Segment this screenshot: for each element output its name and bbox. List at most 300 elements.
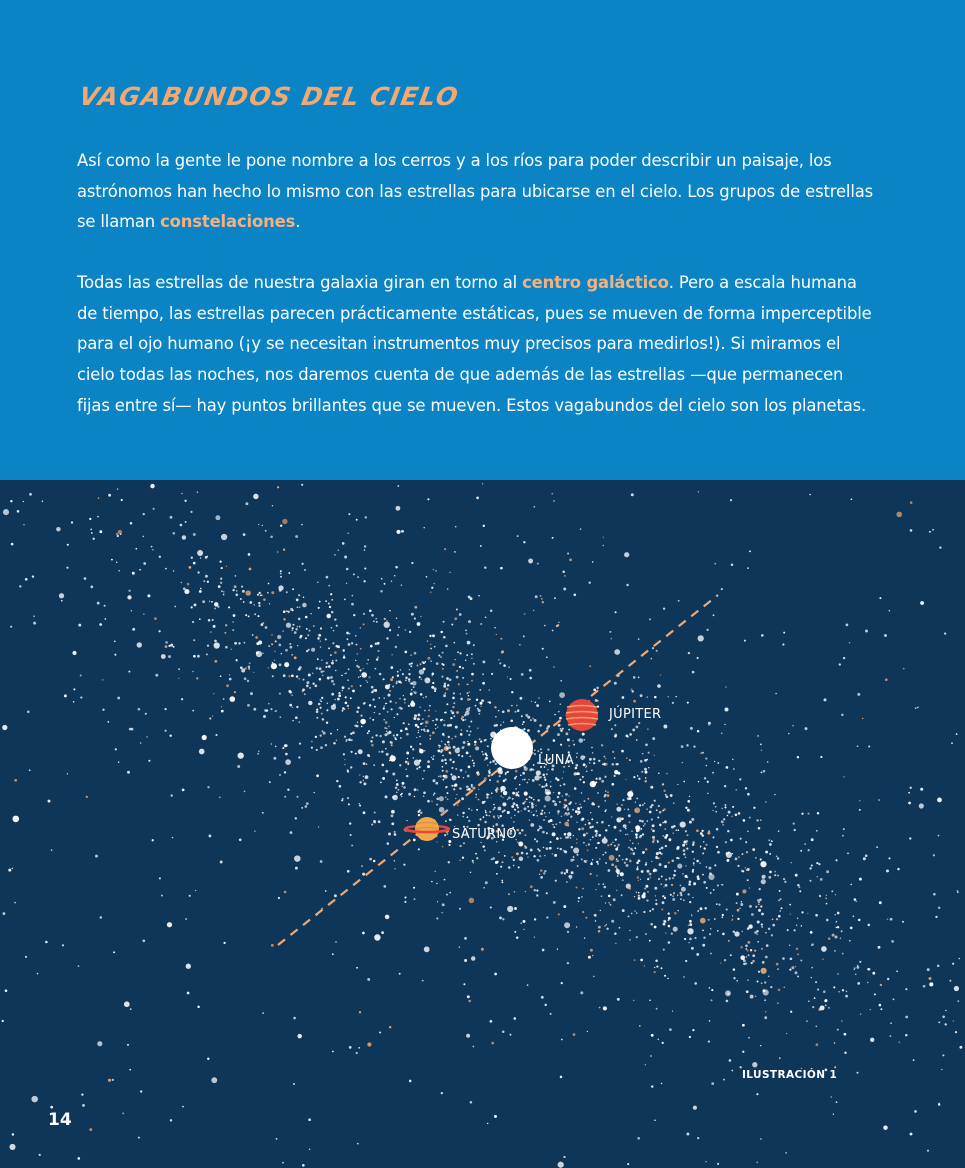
star	[510, 719, 513, 722]
star	[713, 889, 715, 891]
star	[767, 761, 768, 762]
star	[499, 775, 501, 777]
star	[390, 741, 392, 743]
star	[224, 632, 226, 634]
star	[560, 728, 562, 730]
star	[782, 957, 785, 960]
star	[630, 848, 633, 851]
star	[596, 875, 597, 876]
star	[682, 873, 684, 875]
star	[359, 781, 361, 783]
star	[296, 599, 299, 602]
star	[636, 936, 638, 938]
star	[432, 731, 435, 734]
star	[221, 710, 224, 713]
star	[733, 977, 735, 979]
star	[516, 705, 517, 706]
star	[494, 807, 496, 809]
star	[524, 613, 526, 615]
star	[611, 638, 612, 639]
star	[45, 941, 48, 944]
paragraph-text: . Pero a escala humana de tiempo, las estrellas parecen prácticamente estáticas, pues se mueven de forma imperceptible para el ojo humano (¡y se necesitan instrumentos muy precisos para medirlos!). Si miramos el cielo todas las noches, nos daremos cuenta de que además de las estrellas —que permanecen fijas entre sí— hay puntos brillantes que se mueven. Estos vagabundos del cielo son los planetas.	[77, 273, 872, 415]
star	[783, 878, 785, 880]
star	[482, 660, 485, 663]
star	[628, 821, 630, 823]
star	[439, 775, 442, 778]
star	[508, 866, 511, 869]
star	[941, 1069, 942, 1070]
star	[581, 792, 583, 794]
star	[688, 924, 690, 926]
star	[486, 814, 488, 816]
star	[468, 695, 469, 696]
star	[496, 780, 499, 783]
star	[859, 878, 862, 881]
star	[351, 739, 353, 741]
star	[420, 723, 422, 725]
star	[716, 828, 719, 831]
star	[291, 654, 292, 655]
star	[591, 818, 593, 820]
star	[637, 1137, 640, 1140]
star	[547, 725, 550, 728]
star	[659, 824, 661, 826]
star	[491, 1042, 494, 1045]
star	[587, 850, 589, 852]
star	[682, 844, 685, 847]
star	[488, 775, 490, 777]
night-sky-illustration	[0, 480, 965, 1168]
star	[633, 676, 636, 679]
star	[140, 1090, 142, 1092]
star	[524, 792, 528, 796]
star	[665, 879, 667, 881]
star	[913, 1059, 915, 1061]
star	[761, 948, 763, 950]
star	[567, 552, 569, 554]
star	[382, 764, 385, 767]
star	[585, 824, 587, 826]
star	[437, 749, 440, 752]
star	[642, 753, 644, 755]
star	[435, 710, 436, 711]
star	[511, 805, 514, 808]
star	[341, 799, 343, 801]
star	[358, 677, 359, 678]
star	[3, 509, 9, 515]
star	[629, 860, 632, 863]
star	[726, 859, 729, 862]
star	[621, 894, 623, 896]
star	[262, 652, 264, 654]
star	[687, 800, 690, 803]
star	[118, 570, 119, 571]
star	[778, 915, 781, 918]
star	[378, 820, 381, 823]
star	[367, 1042, 371, 1046]
star	[597, 705, 599, 707]
star	[330, 676, 333, 679]
star	[503, 664, 506, 667]
star	[638, 897, 641, 900]
star	[467, 775, 470, 778]
star	[700, 846, 702, 848]
star	[677, 864, 682, 869]
star	[240, 598, 242, 600]
star	[823, 990, 826, 993]
star	[248, 553, 251, 556]
star	[835, 936, 838, 939]
star	[296, 706, 298, 708]
star	[367, 682, 368, 683]
star	[408, 678, 411, 681]
star	[949, 980, 951, 982]
star	[711, 999, 713, 1001]
star	[776, 855, 778, 857]
star	[165, 568, 167, 570]
star	[686, 744, 688, 746]
star	[730, 839, 733, 842]
star	[557, 810, 560, 813]
star	[772, 924, 775, 927]
star	[717, 1163, 719, 1165]
star	[253, 672, 254, 673]
star	[567, 738, 570, 741]
star	[644, 965, 645, 966]
star	[124, 1001, 130, 1007]
star	[659, 863, 662, 866]
star	[656, 809, 658, 811]
star	[436, 917, 438, 919]
star	[549, 847, 552, 850]
star	[552, 824, 554, 826]
star	[454, 735, 456, 737]
star	[558, 813, 559, 814]
star	[234, 691, 236, 693]
star	[432, 634, 435, 637]
star	[462, 667, 464, 669]
star	[398, 707, 399, 708]
star	[728, 811, 731, 814]
star	[854, 898, 857, 901]
star	[394, 717, 395, 718]
star	[446, 786, 448, 788]
star	[407, 758, 408, 759]
star	[338, 694, 341, 697]
star	[666, 834, 669, 837]
star	[473, 762, 475, 764]
star	[344, 556, 347, 559]
star	[644, 803, 645, 804]
star	[264, 709, 267, 712]
star	[442, 846, 444, 848]
star	[736, 789, 737, 790]
star	[178, 678, 179, 679]
star	[749, 817, 751, 819]
star	[389, 690, 391, 692]
star	[752, 1062, 757, 1067]
star	[615, 848, 618, 851]
star	[452, 697, 455, 700]
star	[388, 833, 391, 836]
star	[560, 744, 562, 746]
star	[467, 741, 468, 742]
star	[470, 1101, 473, 1104]
star	[111, 559, 113, 561]
star	[192, 671, 193, 672]
star	[588, 956, 591, 959]
star	[365, 775, 369, 779]
star	[631, 913, 633, 915]
star	[329, 606, 331, 608]
star	[465, 660, 466, 661]
star	[428, 715, 430, 717]
star	[469, 898, 474, 903]
star	[305, 637, 307, 639]
star	[681, 745, 684, 748]
star	[481, 751, 483, 753]
star	[738, 856, 740, 858]
star	[213, 693, 214, 694]
star	[535, 595, 538, 598]
star	[457, 814, 459, 816]
star	[654, 926, 657, 929]
star	[570, 837, 572, 839]
star	[632, 852, 635, 855]
star	[473, 862, 474, 863]
star	[291, 695, 292, 696]
star	[434, 583, 435, 584]
star	[863, 857, 866, 860]
star	[544, 812, 546, 814]
star	[635, 801, 636, 802]
star	[491, 673, 493, 675]
star	[461, 755, 463, 757]
star	[356, 519, 358, 521]
star	[816, 1043, 819, 1046]
star	[760, 1138, 761, 1139]
star	[154, 617, 157, 620]
star	[424, 946, 430, 952]
star	[447, 684, 449, 686]
star	[316, 710, 319, 713]
star	[468, 820, 470, 822]
star	[692, 870, 694, 872]
star	[271, 743, 272, 744]
star	[516, 936, 518, 938]
star	[650, 877, 652, 879]
star	[602, 883, 604, 885]
star	[910, 1133, 913, 1136]
star	[117, 697, 120, 700]
star	[817, 812, 819, 814]
star	[221, 590, 223, 592]
star	[444, 775, 448, 779]
star	[713, 836, 715, 838]
star	[836, 921, 838, 923]
star	[580, 991, 583, 994]
star	[522, 802, 524, 804]
star	[685, 875, 688, 878]
star	[842, 835, 844, 837]
star	[692, 1029, 694, 1031]
star	[518, 866, 520, 868]
star	[564, 922, 570, 928]
star	[362, 932, 365, 935]
page-title: VAGABUNDOS DEL CIELO	[77, 82, 462, 111]
star	[672, 702, 674, 704]
star	[10, 500, 12, 502]
star	[451, 774, 453, 776]
star	[527, 806, 529, 808]
star	[221, 567, 223, 569]
star	[496, 791, 498, 793]
star	[539, 724, 542, 727]
star	[837, 912, 840, 915]
star	[582, 733, 585, 736]
star	[244, 667, 246, 669]
star	[362, 668, 363, 669]
star	[287, 611, 289, 613]
star	[422, 718, 424, 720]
star	[555, 777, 557, 779]
star	[507, 709, 510, 712]
star	[747, 793, 750, 796]
star	[889, 1035, 891, 1037]
star	[809, 880, 811, 882]
star	[489, 689, 490, 690]
star	[381, 750, 383, 752]
star	[414, 618, 416, 620]
star	[546, 847, 549, 850]
star	[369, 858, 372, 861]
star	[819, 895, 821, 897]
star	[619, 817, 621, 819]
star	[891, 940, 894, 943]
star	[283, 674, 286, 677]
star	[760, 968, 766, 974]
star	[375, 618, 377, 620]
star	[597, 792, 599, 794]
star	[345, 696, 347, 698]
star	[265, 626, 268, 629]
star	[789, 969, 791, 971]
star	[358, 749, 363, 754]
star	[662, 810, 664, 812]
star	[480, 702, 483, 705]
star	[252, 634, 254, 636]
star	[651, 818, 653, 820]
star	[859, 800, 860, 801]
star	[530, 823, 534, 827]
star	[371, 823, 373, 825]
star	[870, 1009, 871, 1010]
star	[710, 928, 711, 929]
star	[579, 779, 581, 781]
star	[621, 804, 622, 805]
star	[662, 901, 665, 904]
star	[834, 1066, 836, 1068]
star	[432, 758, 434, 760]
star	[328, 603, 330, 605]
star	[397, 789, 399, 791]
star	[760, 861, 766, 867]
star	[553, 826, 555, 828]
star	[472, 760, 474, 762]
star	[592, 836, 594, 838]
star	[614, 682, 617, 685]
star	[885, 678, 888, 681]
star	[415, 716, 417, 718]
star	[495, 724, 498, 727]
star	[683, 841, 686, 844]
star	[248, 668, 250, 670]
star	[605, 902, 606, 903]
star	[575, 810, 578, 813]
star	[343, 649, 345, 651]
star	[444, 834, 446, 836]
star	[833, 986, 835, 988]
star	[618, 855, 620, 857]
star	[256, 642, 259, 645]
star	[542, 831, 545, 834]
star	[470, 721, 472, 723]
star	[108, 494, 111, 497]
star	[654, 755, 655, 756]
star	[654, 971, 656, 973]
star	[732, 915, 733, 916]
star	[208, 619, 211, 622]
star	[207, 645, 209, 647]
star	[429, 635, 431, 637]
star	[518, 791, 520, 793]
star	[536, 840, 538, 842]
star	[391, 708, 393, 710]
star	[761, 634, 764, 637]
star	[326, 576, 329, 579]
star	[732, 806, 734, 808]
star	[670, 894, 672, 896]
star	[417, 713, 420, 716]
star	[446, 677, 449, 680]
star	[493, 808, 495, 810]
star	[82, 1104, 85, 1107]
star	[685, 807, 687, 809]
star	[447, 588, 448, 589]
star	[396, 792, 398, 794]
star	[652, 908, 654, 910]
star	[764, 999, 766, 1001]
star	[379, 673, 382, 676]
star	[545, 784, 547, 786]
star	[952, 963, 954, 965]
star	[770, 986, 772, 988]
star	[277, 551, 278, 552]
star	[547, 769, 548, 770]
star	[258, 615, 260, 617]
star	[385, 733, 388, 736]
star	[558, 1162, 564, 1168]
star	[945, 1010, 946, 1011]
star	[269, 603, 270, 604]
star	[774, 794, 775, 795]
star	[563, 783, 565, 785]
star	[511, 856, 513, 858]
star	[581, 896, 583, 898]
star	[411, 662, 413, 664]
star	[441, 759, 444, 762]
star	[323, 670, 325, 672]
